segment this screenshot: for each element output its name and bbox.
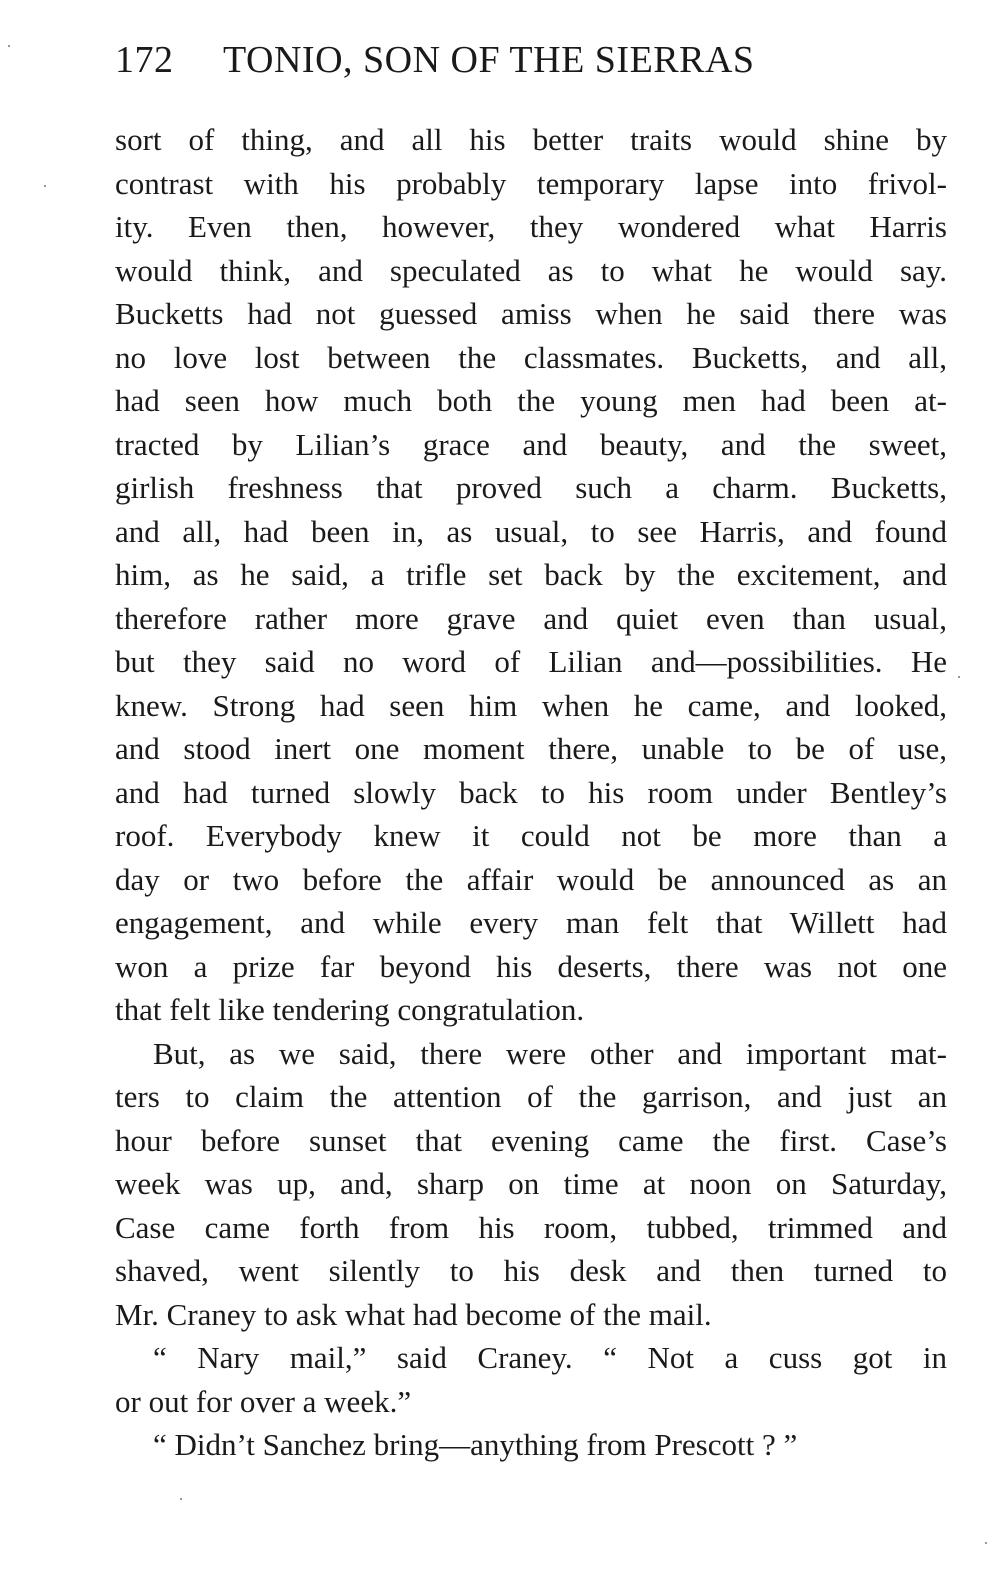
text-line: and had turned slowly back to his room under Bentley’s — [115, 774, 947, 810]
text-line: girlish freshness that proved such a charm. Bucketts, — [115, 470, 947, 505]
running-head — [115, 38, 950, 88]
text-line: Mr. Craney to ask what had become of the mail. — [115, 1296, 712, 1332]
text-line: ity. Even then, however, they wondered what Harris — [115, 209, 947, 244]
text-line: hour before sunset that evening came the first. Case’s — [115, 1122, 947, 1158]
scan-speck — [180, 1498, 182, 1500]
text-line: engagement, and while every man felt that Willett had — [115, 905, 947, 940]
text-line: day or two before the affair would be announced as an — [115, 861, 947, 897]
scan-speck — [8, 45, 10, 47]
book-title: TONIO, SON OF THE SIERRAS — [223, 39, 755, 81]
text-line: no love lost between the classmates. Bucketts, and all, — [115, 339, 947, 375]
text-line: week was up, and, sharp on time at noon on Saturday, — [115, 1166, 947, 1201]
text-line: knew. Strong had seen him when he came, and looked, — [115, 687, 947, 723]
text-line: and all, had been in, as usual, to see Harris, and found — [115, 513, 947, 549]
text-line: therefore rather more grave and quiet even than usual, — [115, 600, 947, 636]
text-line: contrast with his probably temporary lapse into frivol- — [115, 165, 947, 201]
text-line: him, as he said, a trifle set back by the excitement, and — [115, 557, 947, 592]
scan-speck — [985, 1542, 987, 1544]
text-line: sort of thing, and all his better traits would shine by — [115, 122, 947, 157]
text-line: “ Didn’t Sanchez bring—anything from Prescott ? ” — [153, 1427, 798, 1462]
text-line: Case came forth from his room, tubbed, trimmed and — [115, 1209, 947, 1245]
text-line: tracted by Lilian’s grace and beauty, and the sweet, — [115, 426, 947, 462]
text-line: shaved, went silently to his desk and then turned to — [115, 1253, 947, 1288]
text-line: ters to claim the attention of the garrison, and just an — [115, 1079, 947, 1114]
text-line: “ Nary mail,” said Craney. “ Not a cuss got in — [153, 1340, 947, 1375]
text-line: had seen how much both the young men had been at- — [115, 383, 947, 418]
body-text — [115, 118, 947, 1467]
text-line: but they said no word of Lilian and—possibilities. He — [115, 644, 947, 679]
text-line: But, as we said, there were other and important mat- — [153, 1035, 947, 1071]
text-line: or out for over a week.” — [115, 1383, 412, 1419]
text-line: that felt like tendering congratulation. — [115, 992, 585, 1027]
text-line: Bucketts had not guessed amiss when he said there was — [115, 296, 947, 331]
text-line: roof. Everybody knew it could not be more than a — [115, 818, 947, 853]
scan-speck — [958, 676, 960, 678]
page-number: 172 — [115, 39, 174, 81]
text-line: would think, and speculated as to what he would say. — [115, 252, 947, 288]
text-line: and stood inert one moment there, unable to be of use, — [115, 731, 947, 766]
scan-speck — [44, 185, 46, 187]
text-line: won a prize far beyond his deserts, there was not one — [115, 948, 947, 984]
